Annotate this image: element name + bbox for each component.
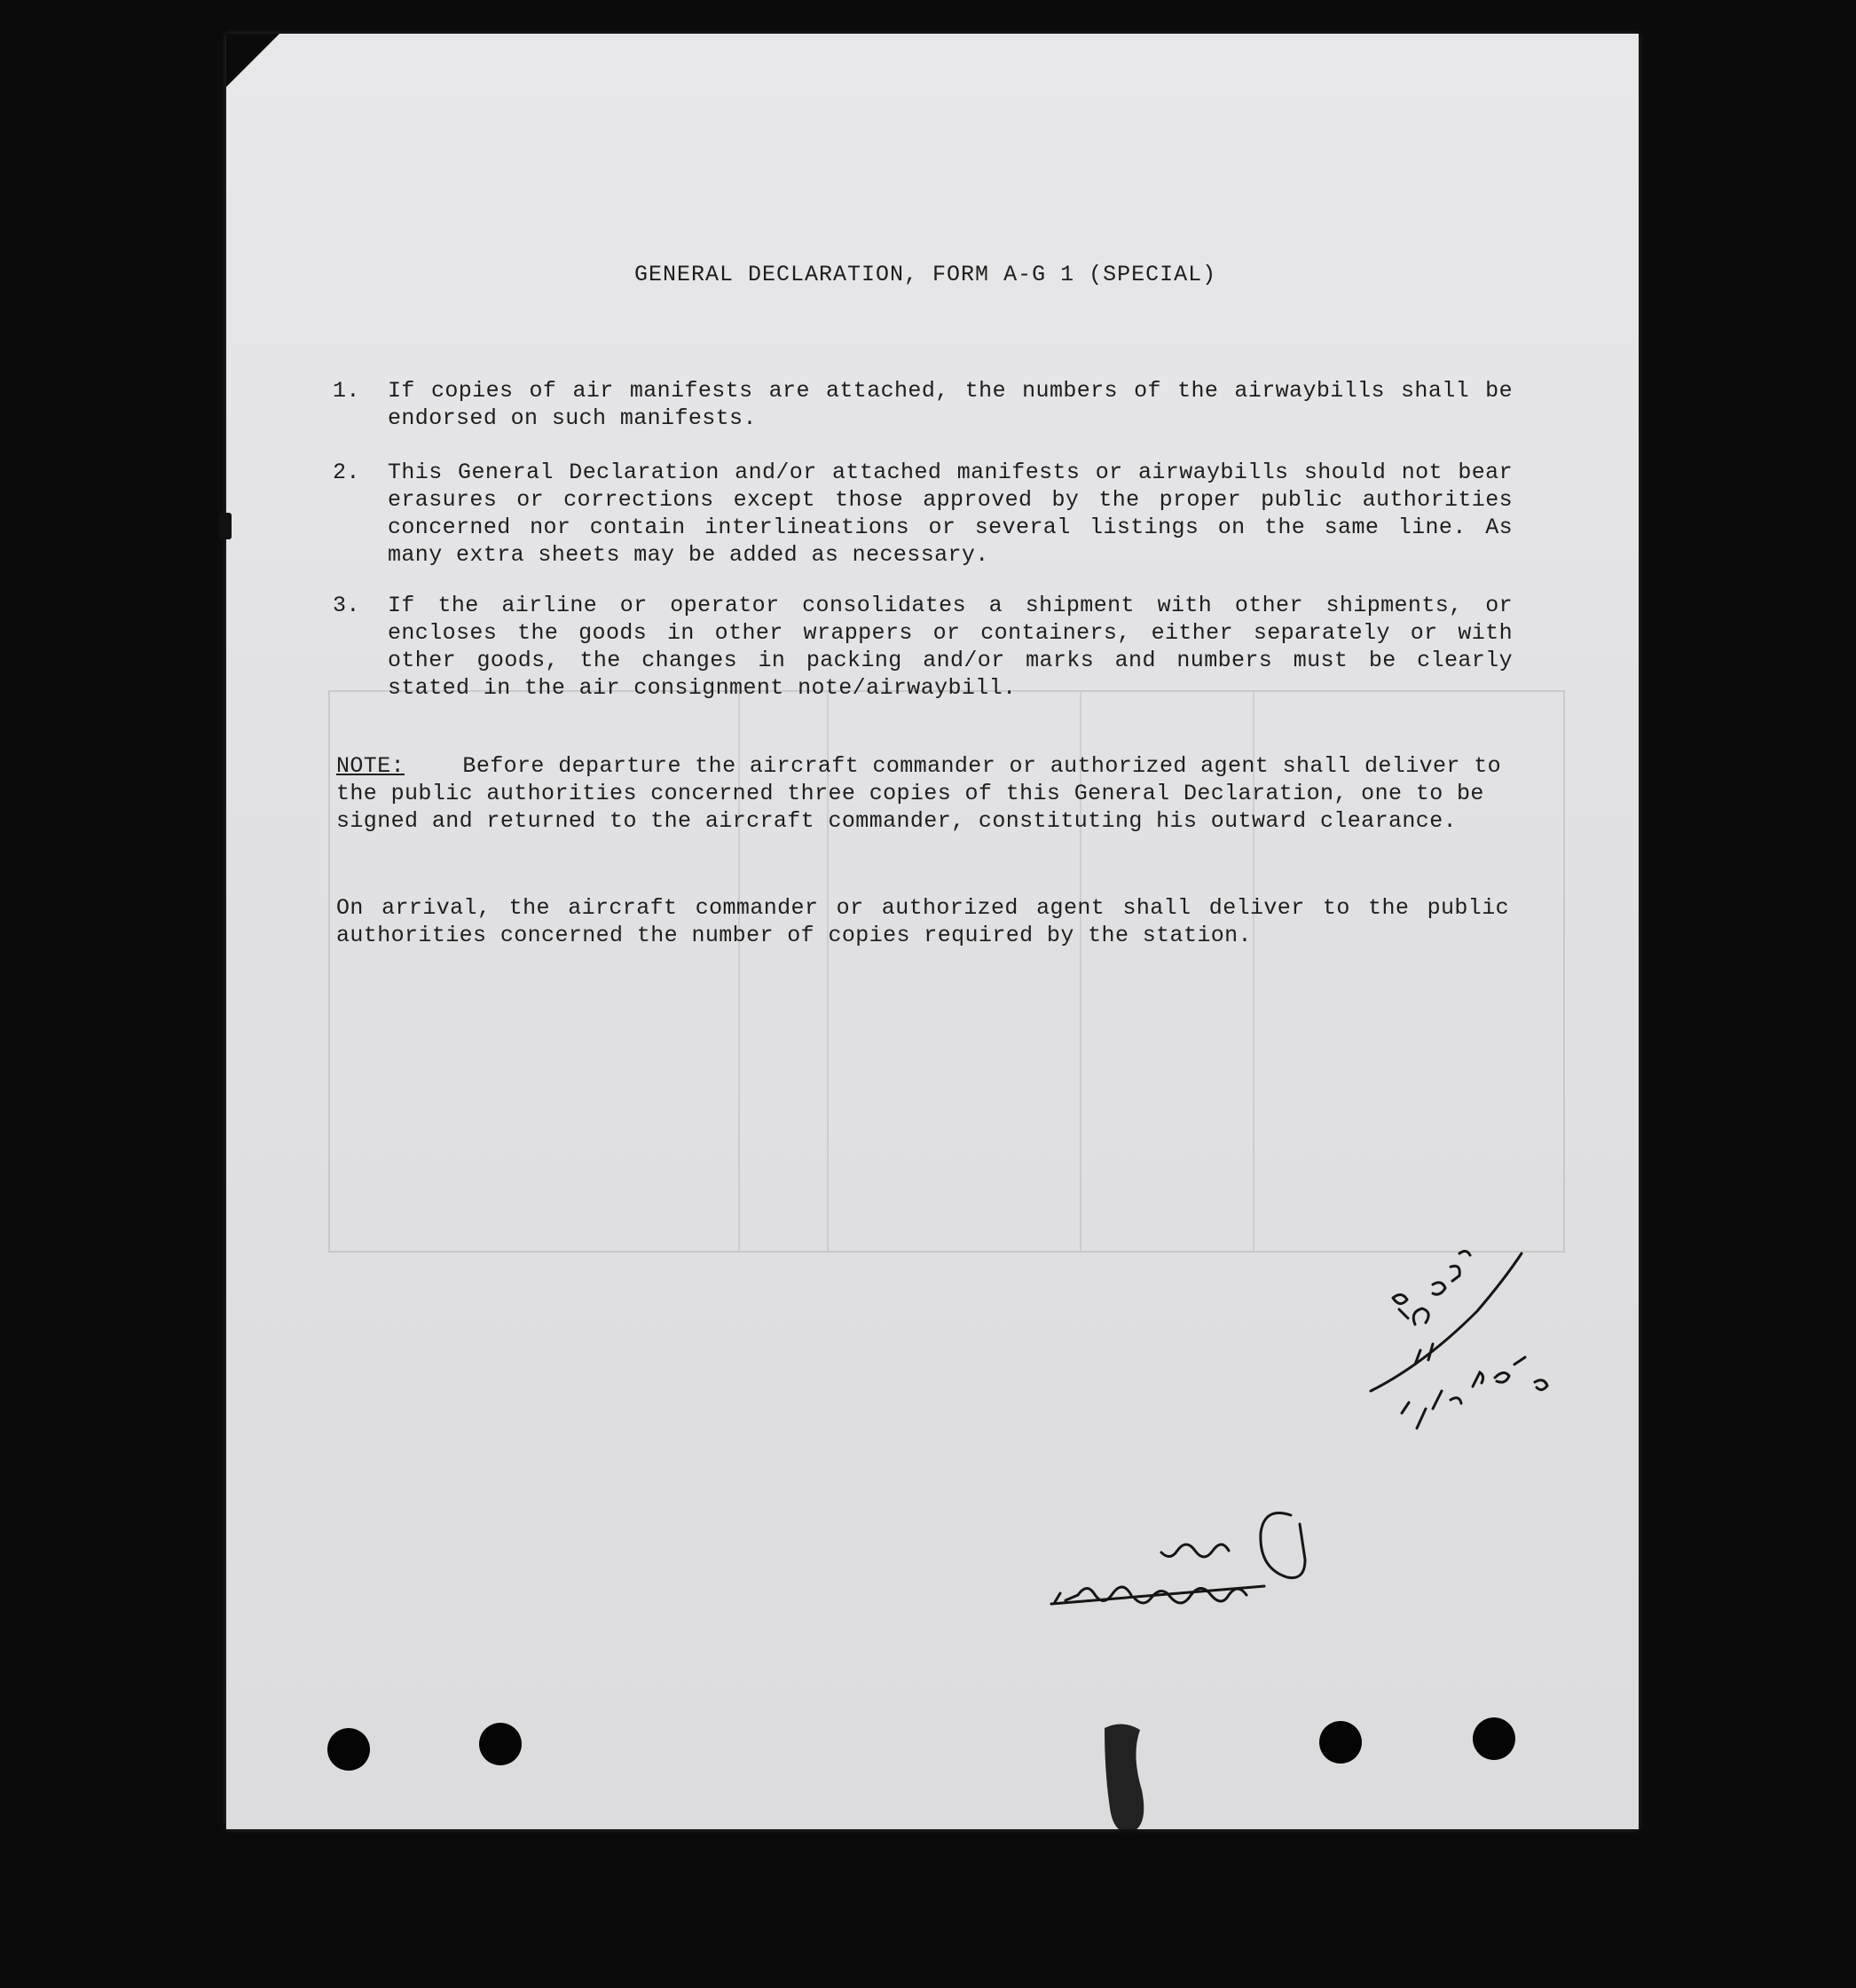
form-title: GENERAL DECLARATION, FORM A-G 1 (SPECIAL) [634,262,1217,287]
item-text: This General Declaration and/or attached manifests or airwaybills should not bear erasures or corrections except those approved by the proper public authorities concerned nor contain interlineations or several listings on the same line. As many extra sheets may be added as necessary. [388,460,1513,568]
note-label: NOTE: [336,753,405,779]
item-number: 1. [333,378,360,404]
punch-hole [479,1723,522,1765]
item-text: If the airline or operator consolidates a shipment with other shipments, or encloses the goods in other wrappers or containers, either separately or with other goods, the changes in packing and/or marks and numbers must be clearly stated in the air consignment note/airwaybill. [388,593,1513,701]
ink-smear [1078,1719,1167,1835]
punch-hole [1473,1717,1515,1760]
punch-hole [1319,1721,1362,1764]
paper-sheet [226,34,1639,1829]
arrival-paragraph: On arrival, the aircraft commander or authorized agent shall deliver to the public authorities concerned the number of copies required by the station. [336,895,1509,948]
note-text: Before departure the aircraft commander or authorized agent shall deliver to the public authorities concerned three copies of this General Declaration, one to be signed and returned to the aircraft commander, constituting his outward clearance. [336,753,1502,834]
item-number: 3. [333,593,360,618]
folded-corner [226,34,279,87]
edge-mark [219,513,232,539]
handwritten-signature [1025,1489,1362,1666]
handwritten-annotation [1317,1231,1584,1462]
note-block [336,752,1509,835]
item-text: If copies of air manifests are attached, the numbers of the airwaybills shall be endorsed on such manifests. [388,378,1513,431]
punch-hole [327,1728,370,1771]
item-number: 2. [333,460,360,485]
